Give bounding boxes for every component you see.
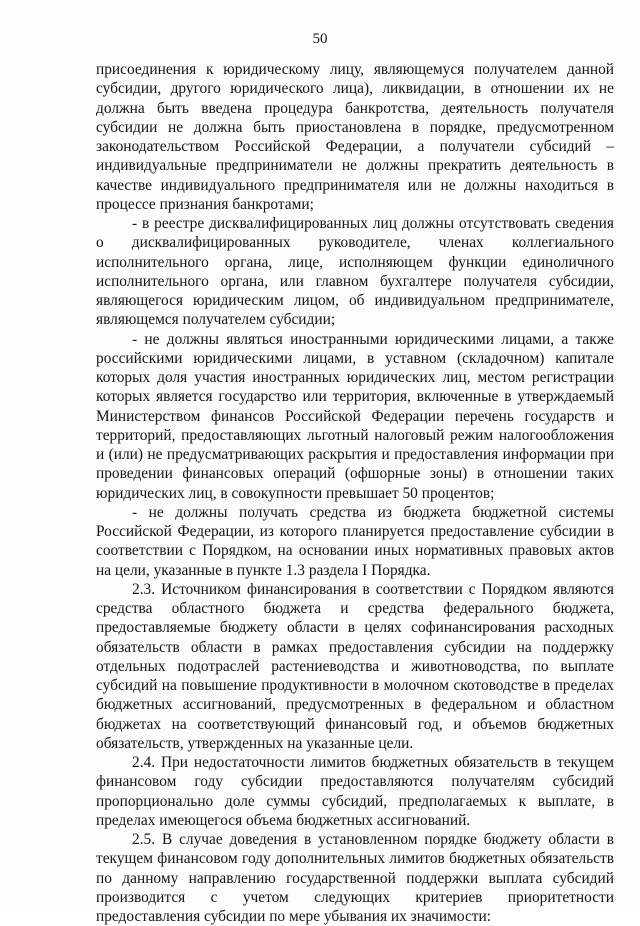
paragraph-disqualified-persons: - в реестре дисквалифицированных лиц должны отсутствовать сведения о дисквалифицированных руководителе, членах коллегиального исполнительного органа, лице, исполняющем функции единоличного исполнительного органа, или главном бухгалтере получателя субсидии, являющегося юридическим лицом, об индивидуальном предпринимателе, являющемся получателем субсидии;: [96, 215, 614, 329]
paragraph-2-5-additional-limits: 2.5. В случае доведения в установленном порядке бюджету области в текущем финансовом году дополнительных лимитов бюджетных обязательств по данному направлению государственной поддержки выплата субсидий производится с учетом следующих критериев приоритетности предоставления субсидии по мере убывания их значимости:: [96, 831, 614, 925]
paragraph-foreign-entities: - не должны являться иностранными юридическими лицами, а также российскими юридическими лицами, в уставном (складочном) капитале которых доля участия иностранных юридических лиц, местом регистрации которых является государство или территория, включенные в утверждаемый Министерством финансов Российской Федерации перечень государств и территорий, предоставляющих льготный налоговый режим налогообложения и (или) не предусматривающих раскрытия и предоставления информации при проведении финансовых операций (офшорные зоны) в отношении таких юридических лиц, в совокупности превышает 50 процентов;: [96, 330, 614, 502]
paragraph-bankruptcy-conditions: присоединения к юридическому лицу, являющемуся получателем данной субсидии, другого юридического лица), ликвидации, в отношении их не должна быть введена процедура банкротства, деятельность получателя субсидии не должна быть приостановлена в порядке, предусмотренном законодательством Российской Федерации, а получатели субсидий – индивидуальные предприниматели не должны прекратить деятельность в качестве индивидуального предпринимателя или не должны находиться в процессе признания банкротами;: [96, 61, 614, 213]
page-number: 50: [312, 31, 328, 47]
paragraph-other-budget-funds: - не должны получать средства из бюджета бюджетной системы Российской Федерации, из которого планируется предоставление субсидии в соответствии с Порядком, на основании иных нормативных правовых актов на цели, указанные в пункте 1.3 раздела I Порядка.: [96, 503, 614, 579]
paragraph-2-4-insufficient-limits: 2.4. При недостаточности лимитов бюджетных обязательств в текущем финансовом году субсидии предоставляются получателям субсидий пропорционально доле суммы субсидий, предполагаемых к выплате, в пределах имеющегося объема бюджетных ассигнований.: [96, 754, 614, 829]
document-body: [96, 60, 614, 926]
paragraph-2-3-funding-source: 2.3. Источником финансирования в соответствии с Порядком являются средства областного бюджета и средства федерального бюджета, предоставляемые бюджету области в целях софинансирования расходных обязательств области в рамках предоставления субсидии на поддержку отдельных подотраслей растениеводства и животноводства, по выплате субсидий на повышение продуктивности в молочном скотоводстве в пределах бюджетных ассигнований, предусмотренных в федеральном и областном бюджетах на соответствующий финансовый год, и объемов бюджетных обязательств, утвержденных на указанные цели.: [96, 580, 614, 752]
